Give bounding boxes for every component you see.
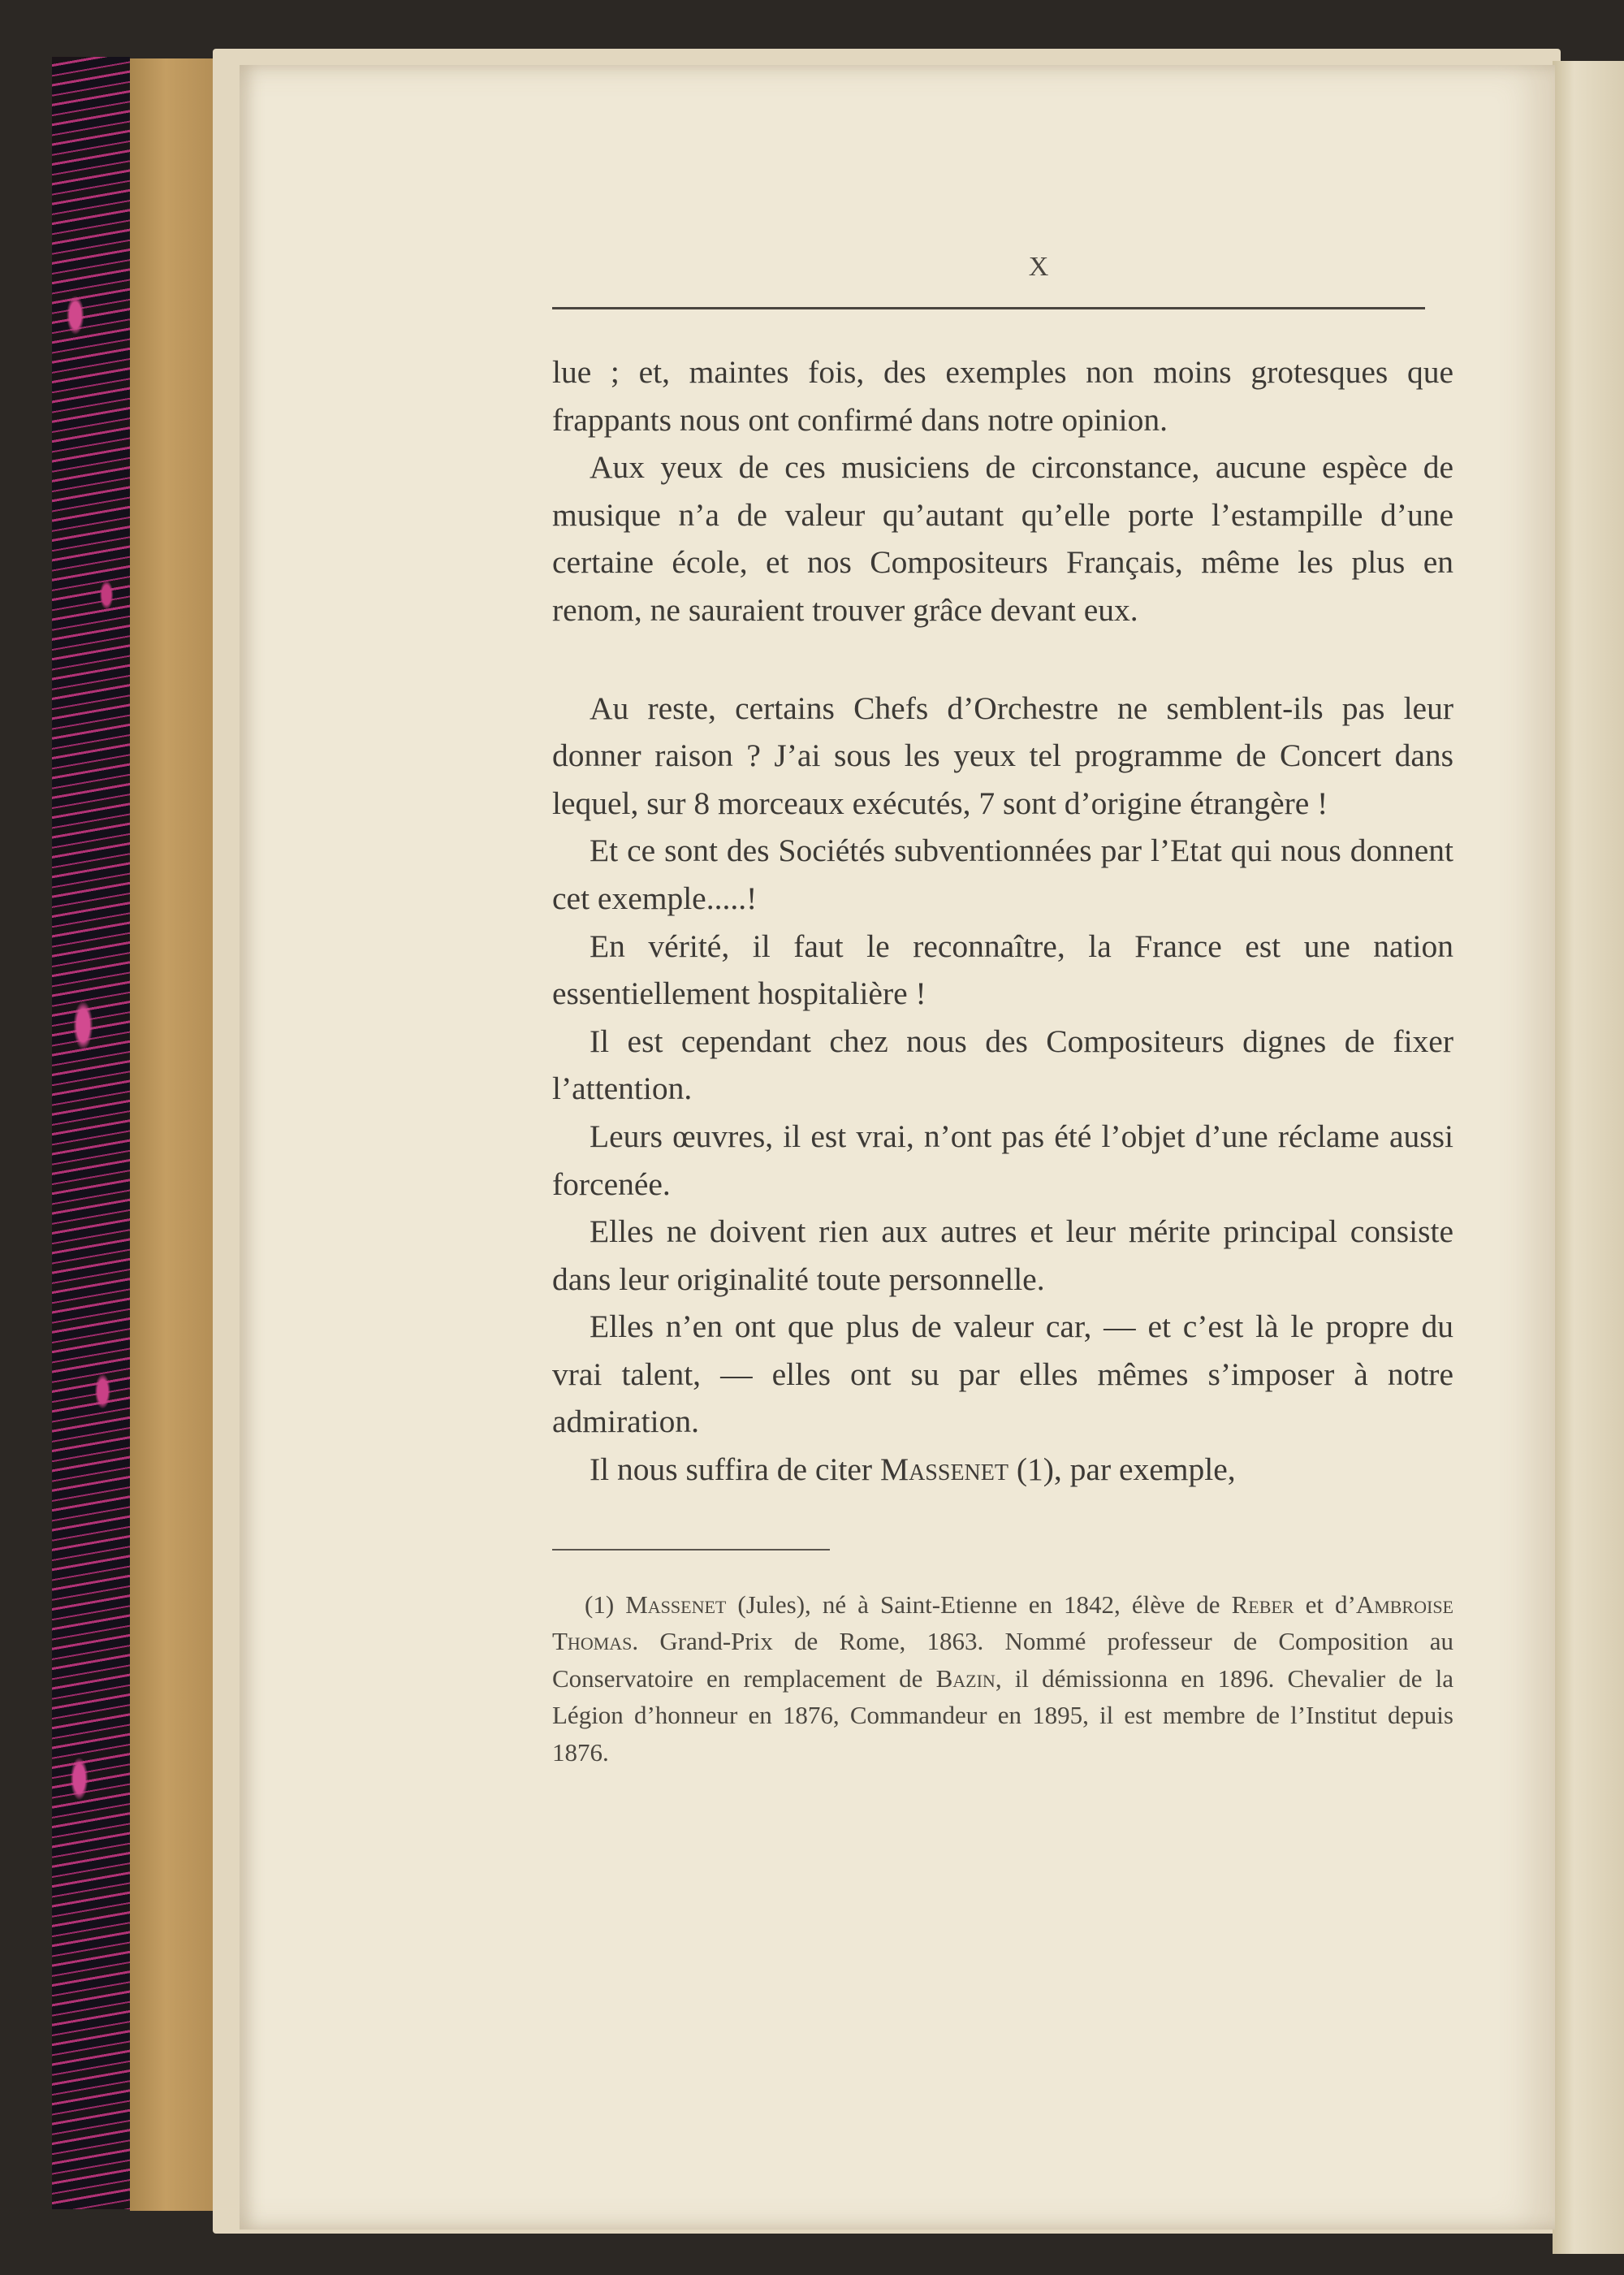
facing-page-edge bbox=[1553, 61, 1624, 2254]
paragraph: Au reste, certains Chefs d’Orchestre ne semblent-ils pas leur donner raison ? J’ai sous les yeux tel programme de Concert dans lequel, sur 8 morceaux exécutés, 7 sont d’origine étrangère ! bbox=[552, 690, 1453, 821]
paragraph: Elles n’en ont que plus de valeur car, — et c’est là le propre du vrai talent, — elles ont su par elles mêmes s’imposer à notre admiration. bbox=[552, 1308, 1453, 1440]
text: Il nous suffira de citer bbox=[590, 1451, 880, 1488]
marbled-binding-edge bbox=[52, 57, 130, 2209]
footnote-text: . Grand-Prix de Rome, 1863. Nommé professeur de Composition au Conservatoire en remplacement de bbox=[552, 1627, 1453, 1693]
text: (1), par exemple, bbox=[1008, 1451, 1236, 1488]
page-content bbox=[552, 252, 1453, 1771]
paragraph: Leurs œuvres, il est vrai, n’ont pas été l’objet d’une réclame aussi forcenée. bbox=[552, 1118, 1453, 1202]
section-break bbox=[552, 634, 1453, 685]
body-text bbox=[552, 348, 1453, 1494]
footnote-name: Massenet bbox=[625, 1589, 727, 1619]
header-rule bbox=[552, 307, 1425, 309]
paragraph: Aux yeux de ces musiciens de circonstance, aucune espèce de musique n’a de valeur qu’autant qu’elle porte l’estampille d’une certaine école, et nos Compositeurs Français, même les plus en renom, ne sauraient trouver grâce devant eux. bbox=[552, 449, 1453, 628]
predecessor-name: Bazin bbox=[935, 1663, 996, 1693]
footnote-marker: (1) bbox=[585, 1589, 615, 1619]
footnote bbox=[552, 1586, 1453, 1771]
footnote-text: (Jules), né à Saint-Etienne en 1842, élève de bbox=[726, 1589, 1232, 1619]
paragraph-with-footnote-ref bbox=[552, 1446, 1453, 1494]
paragraph: Elles ne doivent rien aux autres et leur mérite principal consiste dans leur originalité toute personnelle. bbox=[552, 1213, 1453, 1297]
page-number: X bbox=[1028, 252, 1051, 282]
paragraph: En vérité, il faut le reconnaître, la France est une nation essentiellement hospitalière ! bbox=[552, 928, 1453, 1012]
paragraph: Il est cependant chez nous des Compositeurs dignes de fixer l’attention. bbox=[552, 1023, 1453, 1107]
composer-name: Massenet bbox=[879, 1451, 1009, 1488]
paragraph-continuation: lue ; et, maintes fois, des exemples non moins grotesques que frappants nous ont confirmé dans notre opinion. bbox=[552, 354, 1453, 438]
footnote-text: , il démissionna en 1896. Chevalier de la Légion d’honneur en 1876, Commandeur en 1895, il est membre de l’Institut depuis 1876. bbox=[552, 1663, 1453, 1767]
teacher-name: Reber bbox=[1231, 1589, 1294, 1619]
footnote-rule bbox=[552, 1549, 830, 1551]
footnote-text: et d’ bbox=[1294, 1589, 1356, 1619]
teacher-name: Ambroise Thomas bbox=[552, 1589, 1453, 1656]
paper-cover-edge bbox=[130, 58, 219, 2211]
paragraph: Et ce sont des Sociétés subventionnées par l’Etat qui nous donnent cet exemple.....! bbox=[552, 833, 1453, 916]
